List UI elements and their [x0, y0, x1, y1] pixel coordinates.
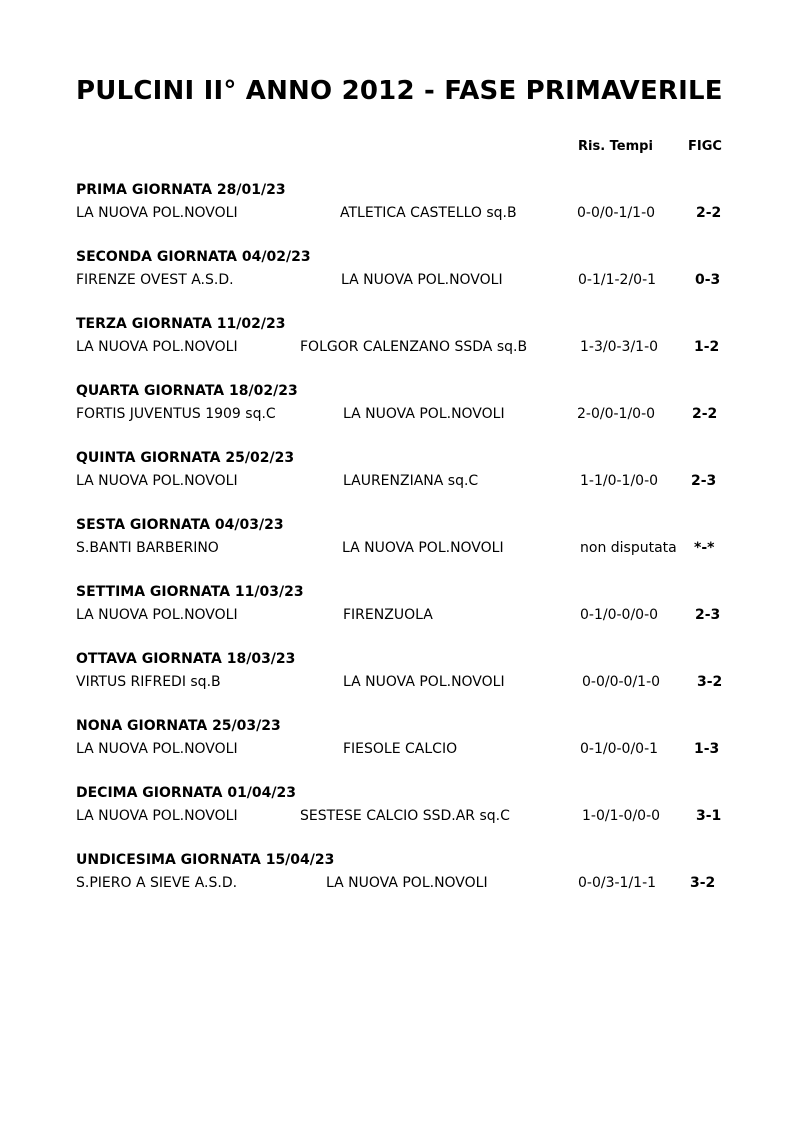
round-heading: SESTA GIORNATA 04/03/23 [76, 517, 284, 533]
round-block [0, 718, 795, 778]
round-block [0, 450, 795, 510]
away-team: SESTESE CALCIO SSD.AR sq.C [300, 808, 510, 824]
round-block [0, 651, 795, 711]
home-team: FIRENZE OVEST A.S.D. [76, 272, 234, 288]
home-team: LA NUOVA POL.NOVOLI [76, 339, 238, 355]
figc-score: 1-2 [694, 339, 720, 355]
half-scores: 1-0/1-0/0-0 [582, 808, 661, 824]
figc-score: 3-2 [690, 875, 716, 891]
half-scores: 1-1/0-1/0-0 [580, 473, 659, 489]
round-block [0, 517, 795, 577]
half-scores: 0-0/0-0/1-0 [582, 674, 661, 690]
round-block [0, 182, 795, 242]
home-team: LA NUOVA POL.NOVOLI [76, 741, 238, 757]
round-block [0, 383, 795, 443]
home-team: LA NUOVA POL.NOVOLI [76, 808, 238, 824]
half-scores: 0-0/0-1/1-0 [577, 205, 656, 221]
figc-score: 3-2 [697, 674, 723, 690]
home-team: LA NUOVA POL.NOVOLI [76, 205, 238, 221]
figc-score: 3-1 [696, 808, 722, 824]
away-team: LA NUOVA POL.NOVOLI [342, 540, 504, 556]
away-team: LA NUOVA POL.NOVOLI [343, 674, 505, 690]
half-scores: 0-0/3-1/1-1 [578, 875, 657, 891]
figc-score: 0-3 [695, 272, 721, 288]
round-heading: DECIMA GIORNATA 01/04/23 [76, 785, 297, 801]
header-figc: FIGC [688, 139, 722, 154]
home-team: FORTIS JUVENTUS 1909 sq.C [76, 406, 276, 422]
round-block [0, 316, 795, 376]
half-scores: non disputata [580, 540, 677, 556]
figc-score: 1-3 [694, 741, 720, 757]
figc-score: *-* [694, 540, 715, 556]
figc-score: 2-2 [692, 406, 718, 422]
figc-score: 2-2 [696, 205, 722, 221]
round-block [0, 584, 795, 644]
header-ris-tempi: Ris. Tempi [578, 139, 653, 154]
half-scores: 0-1/0-0/0-0 [580, 607, 659, 623]
home-team: S.PIERO A SIEVE A.S.D. [76, 875, 238, 891]
away-team: LA NUOVA POL.NOVOLI [326, 875, 488, 891]
round-heading: NONA GIORNATA 25/03/23 [76, 718, 281, 734]
page-title: PULCINI II° ANNO 2012 - FASE PRIMAVERILE [76, 76, 723, 106]
round-heading: PRIMA GIORNATA 28/01/23 [76, 182, 286, 198]
round-heading: UNDICESIMA GIORNATA 15/04/23 [76, 852, 335, 868]
round-block [0, 249, 795, 309]
figc-score: 2-3 [691, 473, 717, 489]
home-team: VIRTUS RIFREDI sq.B [76, 674, 221, 690]
half-scores: 0-1/1-2/0-1 [578, 272, 657, 288]
round-heading: OTTAVA GIORNATA 18/03/23 [76, 651, 296, 667]
round-heading: SECONDA GIORNATA 04/02/23 [76, 249, 311, 265]
away-team: FIRENZUOLA [343, 607, 433, 623]
home-team: LA NUOVA POL.NOVOLI [76, 607, 238, 623]
round-heading: QUINTA GIORNATA 25/02/23 [76, 450, 295, 466]
away-team: FIESOLE CALCIO [343, 741, 458, 757]
round-block [0, 785, 795, 845]
away-team: LAURENZIANA sq.C [343, 473, 479, 489]
round-heading: TERZA GIORNATA 11/02/23 [76, 316, 286, 332]
away-team: LA NUOVA POL.NOVOLI [341, 272, 503, 288]
home-team: LA NUOVA POL.NOVOLI [76, 473, 238, 489]
away-team: FOLGOR CALENZANO SSDA sq.B [300, 339, 528, 355]
half-scores: 1-3/0-3/1-0 [580, 339, 659, 355]
round-heading: QUARTA GIORNATA 18/02/23 [76, 383, 298, 399]
home-team: S.BANTI BARBERINO [76, 540, 219, 556]
figc-score: 2-3 [695, 607, 721, 623]
half-scores: 2-0/0-1/0-0 [577, 406, 656, 422]
away-team: ATLETICA CASTELLO sq.B [340, 205, 517, 221]
away-team: LA NUOVA POL.NOVOLI [343, 406, 505, 422]
round-heading: SETTIMA GIORNATA 11/03/23 [76, 584, 304, 600]
round-block [0, 852, 795, 912]
half-scores: 0-1/0-0/0-1 [580, 741, 659, 757]
